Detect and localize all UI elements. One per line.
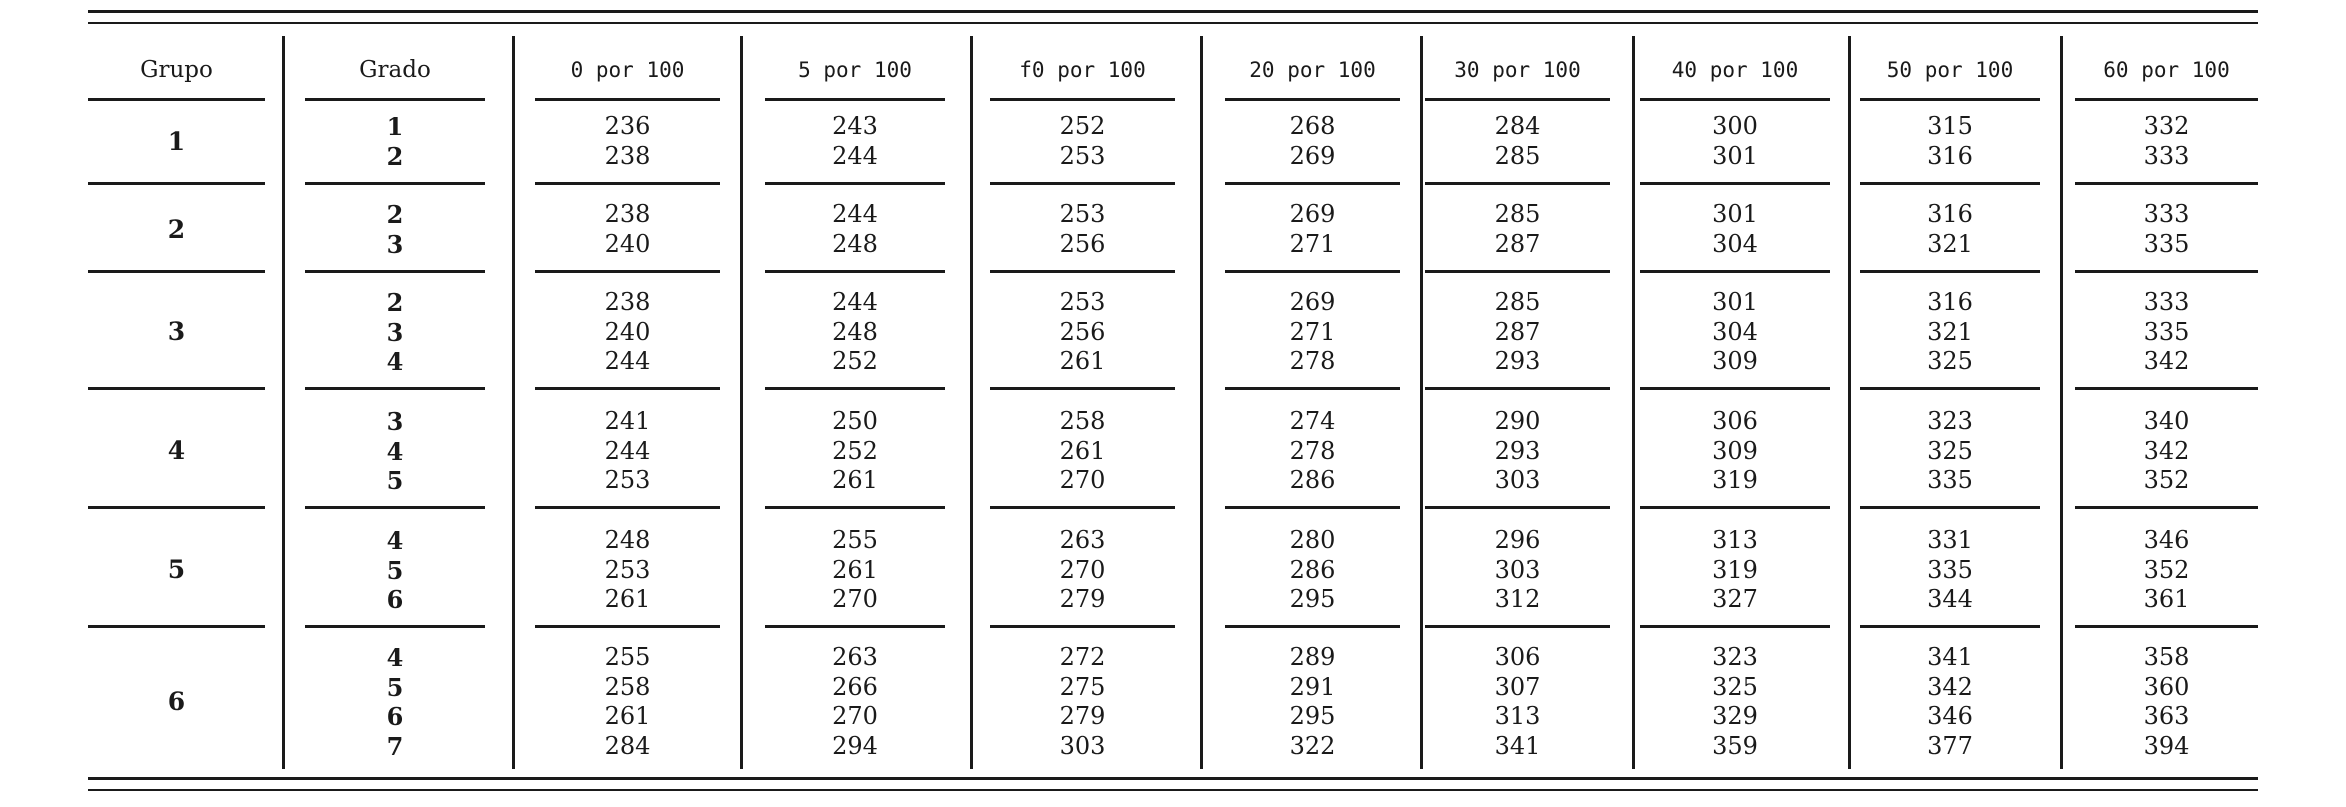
row-rule <box>1425 625 1610 628</box>
row-rule <box>1860 98 2040 101</box>
value-stack <box>1860 288 2040 377</box>
header-percentage: 20 por 100 <box>1249 58 1376 82</box>
value-cell: 296 <box>1494 526 1541 554</box>
value-stack <box>1225 200 1400 259</box>
value-stack <box>765 643 945 761</box>
value-cell: 335 <box>2143 317 2190 346</box>
value-cell: 342 <box>2143 347 2190 375</box>
group-number: 1 <box>167 126 186 156</box>
value-cell: 323 <box>1712 643 1758 671</box>
value-cell: 243 <box>832 112 878 140</box>
row-rule <box>1225 387 1400 390</box>
row-rule <box>765 625 945 628</box>
value-cell: 238 <box>604 288 651 316</box>
value-stack <box>990 112 1175 171</box>
group-number: 4 <box>167 436 186 466</box>
value-cell: 284 <box>604 731 651 760</box>
value-cell: 279 <box>1059 585 1106 613</box>
value-cell: 256 <box>1059 317 1106 346</box>
value-cell: 269 <box>1289 141 1336 170</box>
row-rule <box>88 625 265 628</box>
value-cell: 295 <box>1289 702 1336 730</box>
header-grado: Grado <box>359 57 431 83</box>
value-stack <box>1225 288 1400 377</box>
row-rule <box>2075 182 2258 185</box>
value-cell: 331 <box>1927 526 1973 554</box>
value-cell: 285 <box>1494 200 1541 228</box>
value-stack <box>765 526 945 615</box>
value-cell: 287 <box>1494 317 1541 346</box>
value-cell: 285 <box>1494 141 1541 170</box>
grado-stack <box>305 112 485 171</box>
grado-cell: 6 <box>386 702 404 731</box>
value-stack <box>1425 407 1610 496</box>
value-cell: 258 <box>604 672 651 701</box>
bottom-rule <box>88 777 2258 780</box>
row-rule <box>535 387 720 390</box>
row-rule <box>1425 182 1610 185</box>
grado-cell: 5 <box>386 672 404 702</box>
grado-stack <box>305 643 485 761</box>
value-stack <box>1425 643 1610 761</box>
value-cell: 263 <box>832 643 878 671</box>
value-cell: 321 <box>1927 317 1973 346</box>
grado-cell: 3 <box>386 229 404 259</box>
top-rule <box>88 22 2258 24</box>
value-cell: 309 <box>1712 347 1758 375</box>
value-cell: 252 <box>1059 112 1106 140</box>
grado-cell: 4 <box>386 643 404 672</box>
value-cell: 319 <box>1712 466 1758 494</box>
value-cell: 359 <box>1712 731 1758 760</box>
value-cell: 325 <box>1927 347 1973 375</box>
value-cell: 241 <box>604 407 651 435</box>
value-cell: 261 <box>1059 347 1106 375</box>
value-stack <box>765 200 945 259</box>
value-stack <box>1640 200 1830 259</box>
row-rule <box>1425 98 1610 101</box>
value-cell: 304 <box>1712 229 1758 258</box>
value-stack <box>990 407 1175 496</box>
value-cell: 248 <box>604 526 651 554</box>
row-rule <box>765 387 945 390</box>
value-cell: 253 <box>604 466 651 494</box>
value-cell: 274 <box>1289 407 1336 435</box>
column-separator <box>282 36 285 769</box>
value-cell: 358 <box>2143 643 2190 671</box>
value-cell: 261 <box>604 585 651 613</box>
column-separator <box>1848 36 1851 769</box>
value-stack <box>2075 288 2258 377</box>
row-rule <box>88 182 265 185</box>
value-cell: 303 <box>1494 466 1541 494</box>
value-cell: 322 <box>1289 731 1336 760</box>
row-rule <box>1425 387 1610 390</box>
value-cell: 293 <box>1494 436 1541 465</box>
value-cell: 333 <box>2143 288 2190 316</box>
row-rule <box>305 98 485 101</box>
value-cell: 335 <box>1927 466 1973 494</box>
row-rule <box>1425 506 1610 509</box>
value-stack <box>1640 288 1830 377</box>
value-stack <box>1640 112 1830 171</box>
grado-stack <box>305 200 485 259</box>
value-cell: 261 <box>832 466 878 494</box>
value-cell: 256 <box>1059 229 1106 258</box>
value-cell: 244 <box>832 141 878 170</box>
value-cell: 255 <box>604 643 651 671</box>
row-rule <box>765 506 945 509</box>
grado-cell: 4 <box>386 526 404 555</box>
header-grupo: Grupo <box>140 57 213 83</box>
value-cell: 319 <box>1712 555 1758 584</box>
value-cell: 346 <box>2143 526 2190 554</box>
grado-cell: 6 <box>386 585 404 614</box>
value-cell: 271 <box>1289 229 1336 258</box>
value-stack <box>1860 200 2040 259</box>
value-stack <box>990 526 1175 615</box>
value-cell: 270 <box>1059 466 1106 494</box>
value-cell: 248 <box>832 317 878 346</box>
value-cell: 341 <box>1494 731 1541 760</box>
group-number: 5 <box>167 555 186 585</box>
value-cell: 238 <box>604 200 651 228</box>
grado-stack <box>305 288 485 377</box>
value-stack <box>1860 643 2040 761</box>
row-rule <box>990 270 1175 273</box>
value-stack <box>990 643 1175 761</box>
value-cell: 301 <box>1712 288 1758 316</box>
row-rule <box>1860 387 2040 390</box>
row-rule <box>88 270 265 273</box>
value-cell: 268 <box>1289 112 1336 140</box>
value-stack <box>1640 643 1830 761</box>
value-stack <box>1425 112 1610 171</box>
value-cell: 360 <box>2143 672 2190 701</box>
row-rule <box>1225 182 1400 185</box>
value-cell: 342 <box>1927 672 1973 701</box>
value-cell: 284 <box>1494 112 1541 140</box>
value-cell: 313 <box>1712 526 1758 554</box>
value-cell: 340 <box>2143 407 2190 435</box>
value-cell: 244 <box>604 347 651 375</box>
value-stack <box>535 526 720 615</box>
value-cell: 342 <box>2143 436 2190 465</box>
value-stack <box>2075 112 2258 171</box>
value-cell: 261 <box>832 555 878 584</box>
row-rule <box>535 506 720 509</box>
row-rule <box>305 387 485 390</box>
value-stack <box>535 288 720 377</box>
group-number: 2 <box>167 214 186 244</box>
value-cell: 333 <box>2143 141 2190 170</box>
value-cell: 270 <box>1059 555 1106 584</box>
value-cell: 291 <box>1289 672 1336 701</box>
value-cell: 309 <box>1712 436 1758 465</box>
value-cell: 287 <box>1494 229 1541 258</box>
value-cell: 278 <box>1289 436 1336 465</box>
value-cell: 253 <box>1059 200 1106 228</box>
value-stack <box>2075 526 2258 615</box>
row-rule <box>305 625 485 628</box>
value-cell: 306 <box>1494 643 1541 671</box>
value-cell: 253 <box>1059 288 1106 316</box>
header-percentage: 0 por 100 <box>570 58 685 82</box>
header-percentage: 30 por 100 <box>1454 58 1581 82</box>
value-stack <box>2075 643 2258 761</box>
row-rule <box>88 387 265 390</box>
grado-cell: 7 <box>386 731 404 761</box>
row-rule <box>1640 506 1830 509</box>
value-cell: 316 <box>1927 200 1973 228</box>
value-cell: 303 <box>1494 555 1541 584</box>
value-cell: 269 <box>1289 288 1336 316</box>
value-cell: 255 <box>832 526 878 554</box>
top-rule <box>88 10 2258 13</box>
grado-cell: 5 <box>386 555 404 585</box>
value-stack <box>1425 200 1610 259</box>
value-cell: 261 <box>1059 436 1106 465</box>
value-cell: 252 <box>832 436 878 465</box>
value-stack <box>1225 526 1400 615</box>
value-cell: 258 <box>1059 407 1106 435</box>
value-cell: 394 <box>2143 731 2190 760</box>
value-cell: 307 <box>1494 672 1541 701</box>
value-cell: 363 <box>2143 702 2190 730</box>
row-rule <box>1640 98 1830 101</box>
value-cell: 341 <box>1927 643 1973 671</box>
row-rule <box>2075 625 2258 628</box>
row-rule <box>1640 387 1830 390</box>
row-rule <box>990 625 1175 628</box>
value-cell: 333 <box>2143 200 2190 228</box>
value-cell: 325 <box>1927 436 1973 465</box>
value-cell: 294 <box>832 731 878 760</box>
value-cell: 293 <box>1494 347 1541 375</box>
value-cell: 253 <box>1059 141 1106 170</box>
value-stack <box>1860 526 2040 615</box>
header-percentage: f0 por 100 <box>1019 58 1146 82</box>
value-cell: 244 <box>832 288 878 316</box>
value-stack <box>535 643 720 761</box>
column-separator <box>1200 36 1203 769</box>
grado-cell: 1 <box>386 112 404 141</box>
value-cell: 278 <box>1289 347 1336 375</box>
value-cell: 316 <box>1927 141 1973 170</box>
value-cell: 286 <box>1289 466 1336 494</box>
value-stack <box>1860 112 2040 171</box>
value-cell: 280 <box>1289 526 1336 554</box>
value-cell: 263 <box>1059 526 1106 554</box>
row-rule <box>535 98 720 101</box>
value-cell: 271 <box>1289 317 1336 346</box>
row-rule <box>1640 625 1830 628</box>
row-rule <box>305 506 485 509</box>
value-stack <box>1860 407 2040 496</box>
row-rule <box>1640 270 1830 273</box>
row-rule <box>1860 625 2040 628</box>
row-rule <box>1860 182 2040 185</box>
row-rule <box>1225 506 1400 509</box>
column-separator <box>1632 36 1635 769</box>
row-rule <box>1225 270 1400 273</box>
value-cell: 327 <box>1712 585 1758 613</box>
row-rule <box>765 98 945 101</box>
grado-cell: 2 <box>386 288 404 317</box>
value-cell: 335 <box>2143 229 2190 258</box>
value-cell: 304 <box>1712 317 1758 346</box>
header-percentage: 60 por 100 <box>2103 58 2230 82</box>
value-cell: 301 <box>1712 141 1758 170</box>
value-cell: 261 <box>604 702 651 730</box>
row-rule <box>2075 270 2258 273</box>
value-stack <box>990 288 1175 377</box>
column-separator <box>1420 36 1423 769</box>
value-stack <box>1640 526 1830 615</box>
value-stack <box>1225 407 1400 496</box>
value-stack <box>535 200 720 259</box>
grado-cell: 4 <box>386 347 404 376</box>
value-cell: 300 <box>1712 112 1758 140</box>
value-cell: 285 <box>1494 288 1541 316</box>
value-cell: 279 <box>1059 702 1106 730</box>
row-rule <box>2075 98 2258 101</box>
group-number: 6 <box>167 687 186 716</box>
value-cell: 240 <box>604 317 651 346</box>
column-separator <box>512 36 515 769</box>
group-number: 3 <box>167 317 186 347</box>
value-stack <box>535 112 720 171</box>
value-cell: 352 <box>2143 555 2190 584</box>
column-separator <box>970 36 973 769</box>
bottom-rule <box>88 789 2258 791</box>
column-separator <box>740 36 743 769</box>
value-cell: 236 <box>604 112 651 140</box>
value-cell: 289 <box>1289 643 1336 671</box>
value-stack <box>1225 112 1400 171</box>
value-cell: 248 <box>832 229 878 258</box>
value-stack <box>765 407 945 496</box>
value-stack <box>1425 526 1610 615</box>
value-cell: 266 <box>832 672 878 701</box>
row-rule <box>1225 625 1400 628</box>
row-rule <box>305 182 485 185</box>
value-stack <box>535 407 720 496</box>
value-cell: 329 <box>1712 702 1758 730</box>
row-rule <box>1860 506 2040 509</box>
row-rule <box>535 270 720 273</box>
value-cell: 275 <box>1059 672 1106 701</box>
grado-cell: 3 <box>386 407 404 436</box>
value-cell: 377 <box>1927 731 1973 760</box>
value-cell: 301 <box>1712 200 1758 228</box>
row-rule <box>2075 387 2258 390</box>
value-cell: 253 <box>604 555 651 584</box>
row-rule <box>990 506 1175 509</box>
row-rule <box>1640 182 1830 185</box>
value-stack <box>1225 643 1400 761</box>
value-cell: 313 <box>1494 702 1541 730</box>
value-cell: 312 <box>1494 585 1541 613</box>
row-rule <box>535 182 720 185</box>
value-stack <box>765 112 945 171</box>
value-cell: 323 <box>1927 407 1973 435</box>
header-percentage: 40 por 100 <box>1671 58 1799 82</box>
value-stack <box>765 288 945 377</box>
value-cell: 335 <box>1927 555 1973 584</box>
value-cell: 325 <box>1712 672 1758 701</box>
row-rule <box>305 270 485 273</box>
column-separator <box>2060 36 2063 769</box>
value-cell: 332 <box>2143 112 2190 140</box>
row-rule <box>1860 270 2040 273</box>
row-rule <box>1425 270 1610 273</box>
value-cell: 269 <box>1289 200 1336 228</box>
row-rule <box>535 625 720 628</box>
value-cell: 244 <box>604 436 651 465</box>
row-rule <box>990 182 1175 185</box>
value-cell: 295 <box>1289 585 1336 613</box>
header-percentage: 50 por 100 <box>1886 58 2014 82</box>
value-cell: 361 <box>2143 585 2190 613</box>
row-rule <box>2075 506 2258 509</box>
row-rule <box>1225 98 1400 101</box>
value-cell: 272 <box>1059 643 1106 671</box>
row-rule <box>88 98 265 101</box>
row-rule <box>990 387 1175 390</box>
value-cell: 306 <box>1712 407 1758 435</box>
value-cell: 270 <box>832 702 878 730</box>
value-stack <box>990 200 1175 259</box>
header-percentage: 5 por 100 <box>798 58 912 82</box>
grado-cell: 2 <box>386 200 404 229</box>
value-cell: 346 <box>1927 702 1973 730</box>
grado-cell: 2 <box>386 141 404 171</box>
value-cell: 344 <box>1927 585 1973 613</box>
grado-cell: 5 <box>386 466 404 495</box>
value-cell: 290 <box>1494 407 1541 435</box>
row-rule <box>765 270 945 273</box>
grado-stack <box>305 526 485 615</box>
row-rule <box>88 506 265 509</box>
value-stack <box>1640 407 1830 496</box>
value-cell: 316 <box>1927 288 1973 316</box>
grado-cell: 4 <box>386 436 404 466</box>
grado-cell: 3 <box>386 317 404 347</box>
value-cell: 252 <box>832 347 878 375</box>
value-cell: 352 <box>2143 466 2190 494</box>
value-cell: 315 <box>1927 112 1973 140</box>
value-cell: 303 <box>1059 731 1106 760</box>
row-rule <box>990 98 1175 101</box>
value-cell: 270 <box>832 585 878 613</box>
value-cell: 250 <box>832 407 878 435</box>
value-cell: 321 <box>1927 229 1973 258</box>
value-cell: 286 <box>1289 555 1336 584</box>
grado-stack <box>305 407 485 496</box>
value-stack <box>2075 407 2258 496</box>
value-stack <box>1425 288 1610 377</box>
value-cell: 244 <box>832 200 878 228</box>
value-cell: 238 <box>604 141 651 170</box>
row-rule <box>765 182 945 185</box>
value-stack <box>2075 200 2258 259</box>
value-cell: 240 <box>604 229 651 258</box>
